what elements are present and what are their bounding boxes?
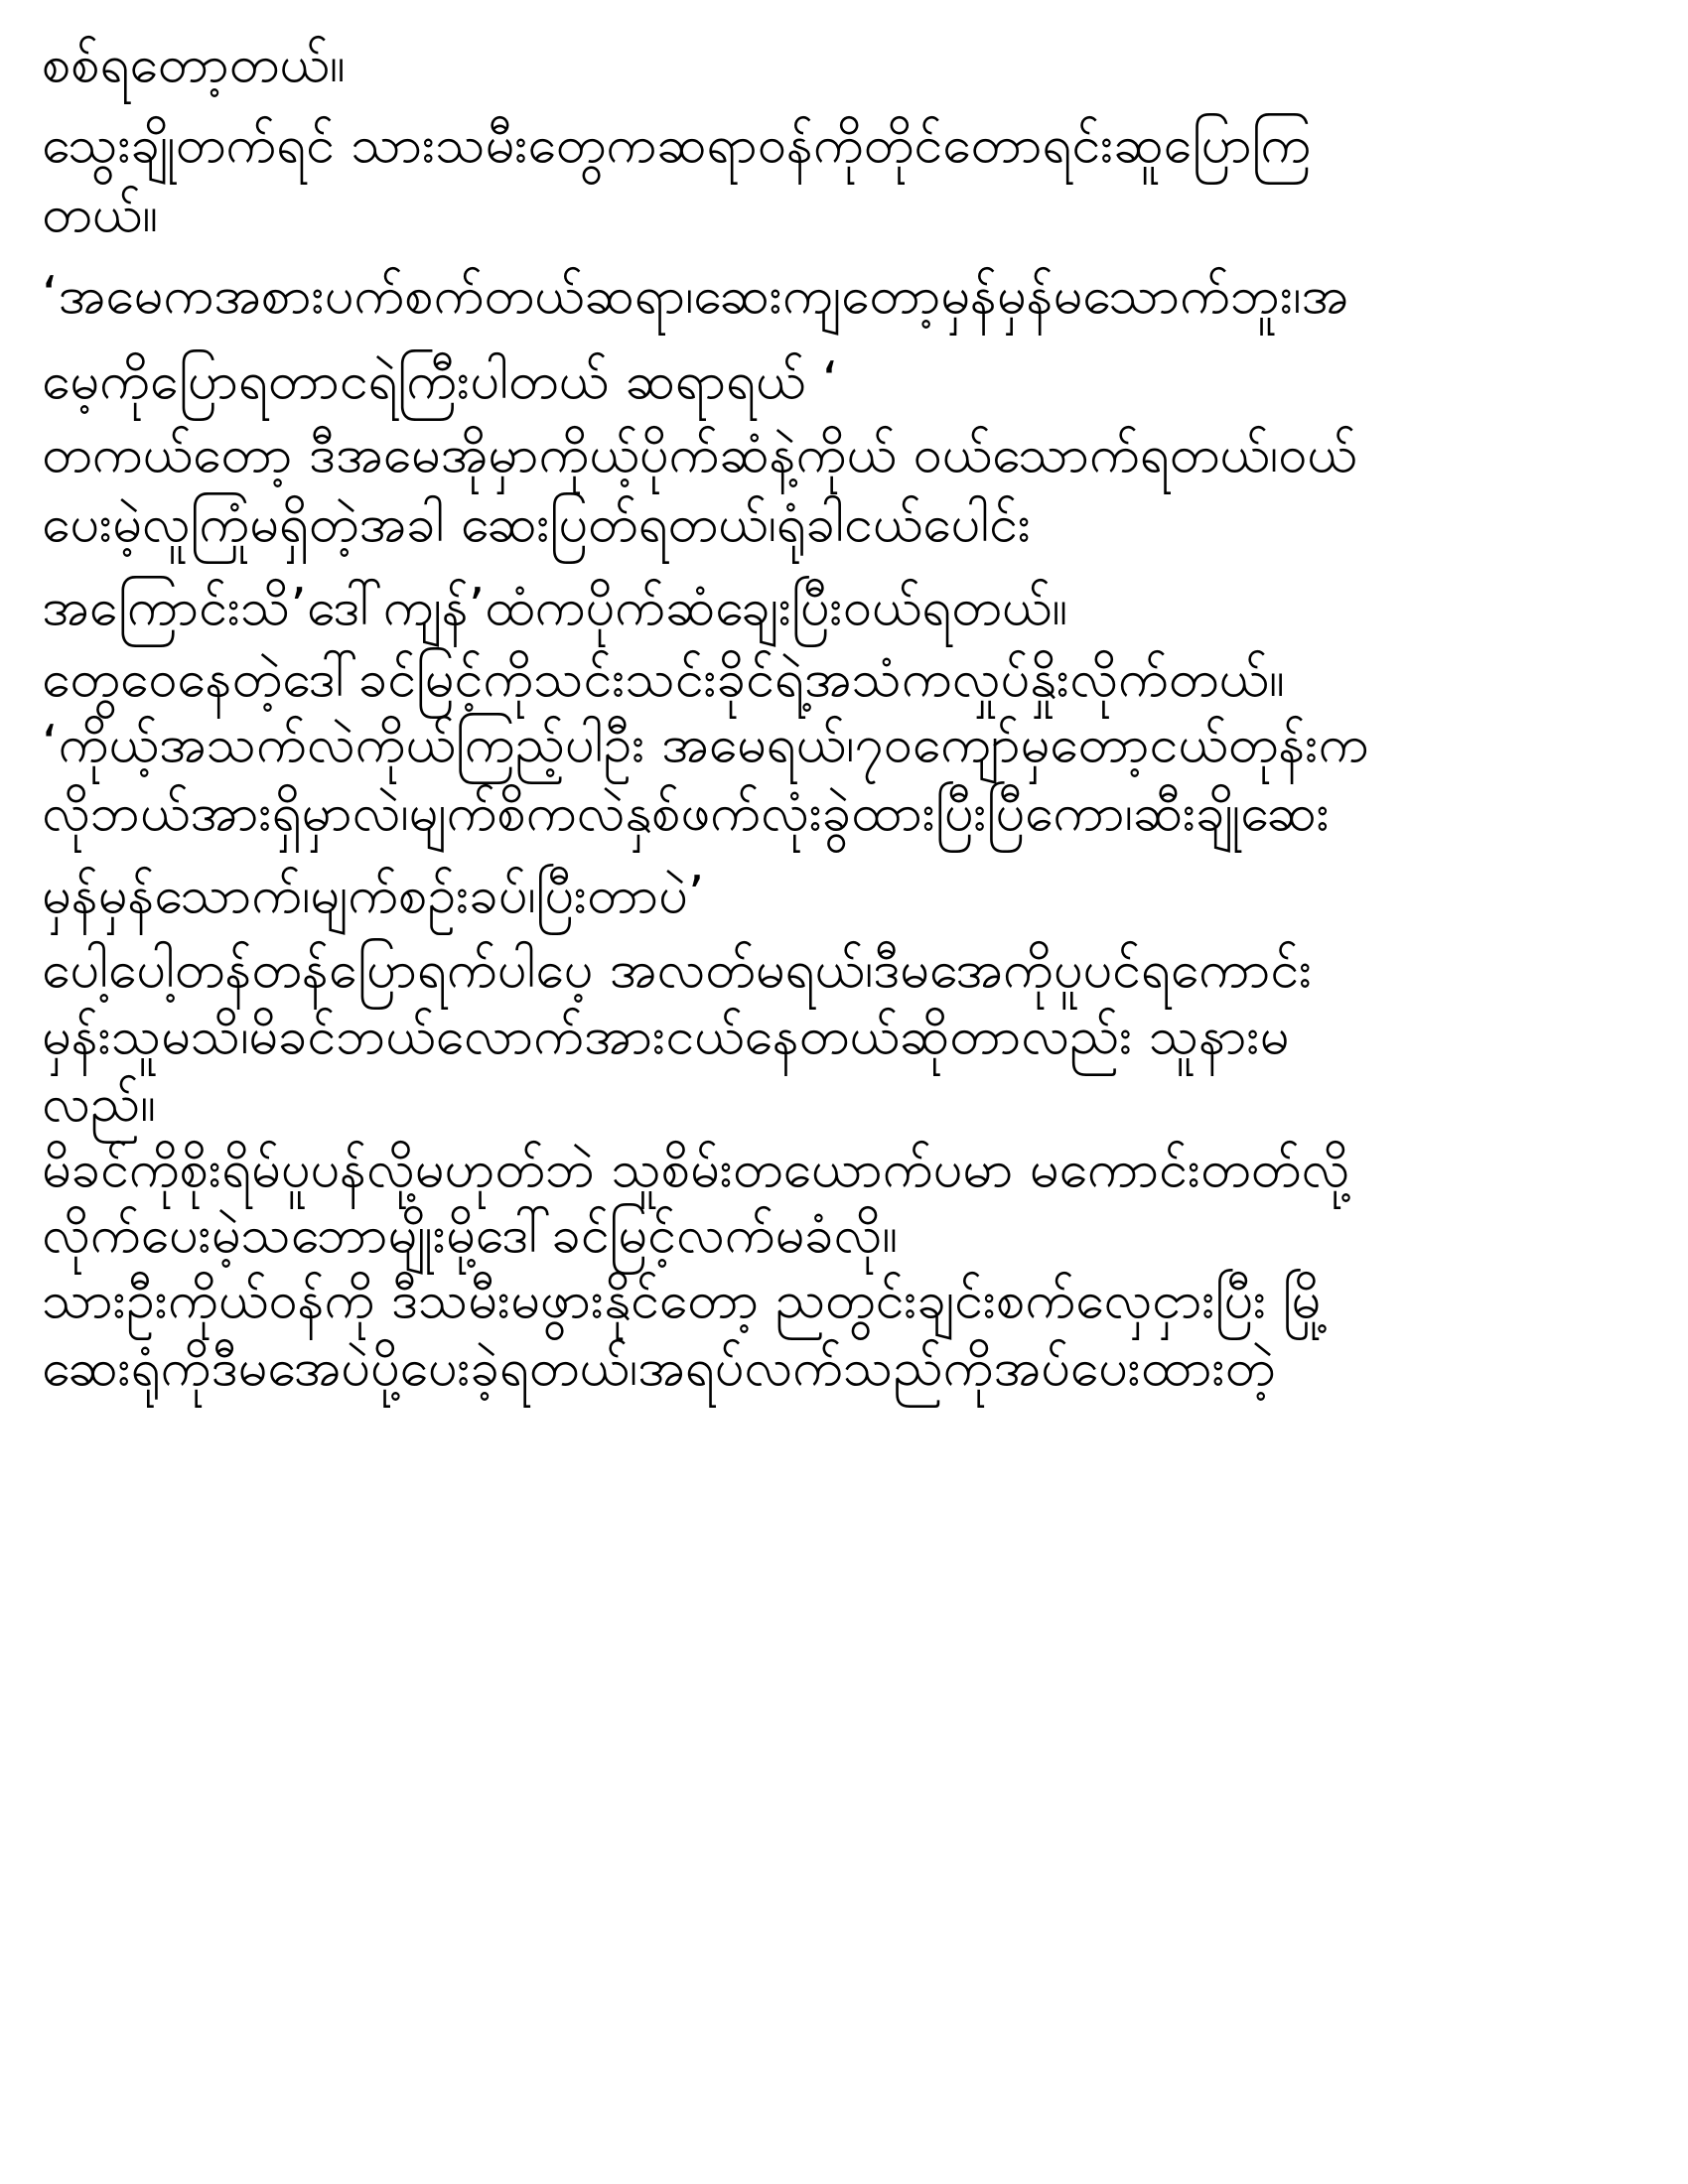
text-line-11: လိုဘယ်အားရှိမှာလဲ၊မျက်စိကလဲနှစ်ဖက်လုံးခွဲထားပြီးပြီကော၊ဆီးချိုဆေး <box>42 783 1330 843</box>
text-line-15: လည်။ <box>42 1074 156 1134</box>
text-line-16: မိခင်ကိုစိုးရိမ်ပူပန်လို့မဟုတ်ဘဲ သူစိမ်းတယောက်ပမာ မကောင်းတတ်လို့ <box>42 1140 1350 1199</box>
text-line-10: ‘ကိုယ့်အသက်လဲကိုယ်ကြည့်ပါဦး အမေရယ်၊၇၀ကျော်မှတော့ငယ်တုန်းက <box>42 715 1369 774</box>
text-line-4: ‘အမေကအစားပက်စက်တယ်ဆရာ၊ဆေးကျတော့မှန်မှန်မသောက်ဘူး၊အ <box>42 266 1349 326</box>
text-line-14: မှန်းသူမသိ၊မိခင်ဘယ်လောက်အားငယ်နေတယ်ဆိုတာလည်း သူနားမ <box>42 1007 1290 1066</box>
text-line-19: ဆေးရုံကိုဒီမအေပဲပို့ပေးခဲ့ရတယ်၊အရပ်လက်သည်ကိုအပ်ပေးထားတဲ့ <box>42 1338 1276 1398</box>
text-line-5: မေ့ကိုပြောရတာငရဲကြီးပါတယ် ဆရာရယ် ‘ <box>42 351 839 411</box>
text-line-3: တယ်။ <box>42 185 158 244</box>
text-line-2: သွေးချိုတက်ရင် သားသမီးတွေကဆရာဝန်ကိုတိုင်တောရင်းဆူပြောကြ <box>42 115 1312 175</box>
text-line-13: ပေါ့ပေါ့တန်တန်ပြောရက်ပါပေ့ အလတ်မရယ်၊ဒီမအေကိုပူပင်ရကောင်း <box>42 940 1313 1000</box>
text-line-1: စစ်ရတော့တယ်။ <box>42 35 346 94</box>
text-line-17: လိုက်ပေးမဲ့သဘောမျိုးမို့ဒေါ်ခင်မြင့်လက်မခံလို။ <box>42 1205 898 1265</box>
text-line-12: မှန်မှန်သောက်၊မျက်စဉ်းခပ်၊ပြီးတာပဲ’ <box>42 866 705 925</box>
text-line-9: တွေဝေနေတဲ့ဒေါ်ခင်မြင့်ကိုသင်းသင်းခိုင်ရဲ့အသံကလှုပ်နှိုးလိုက်တယ်။ <box>42 649 1285 709</box>
text-line-7: ပေးမဲ့လူကြုံမရှိတဲ့အခါ ဆေးပြတ်ရတယ်၊ရုံခါငယ်ပေါင်း <box>42 494 1032 554</box>
text-line-8: အကြောင်းသိ’ဒေါ်ကျန်’ထံကပိုက်ဆံချေးပြီးဝယ်ရတယ်။ <box>42 578 1067 637</box>
text-line-18: သားဦးကိုယ်ဝန်ကို ဒီသမီးမဖွားနိုင်တော့ ညတွင်းချင်းစက်လှေငှားပြီး မြို့ <box>42 1271 1330 1330</box>
text-line-6: တကယ်တော့ ဒီအမေအိုမှာကိုယ့်ပိုက်ဆံနဲ့ကိုယ် ဝယ်သောက်ရတယ်၊ဝယ် <box>42 425 1357 484</box>
